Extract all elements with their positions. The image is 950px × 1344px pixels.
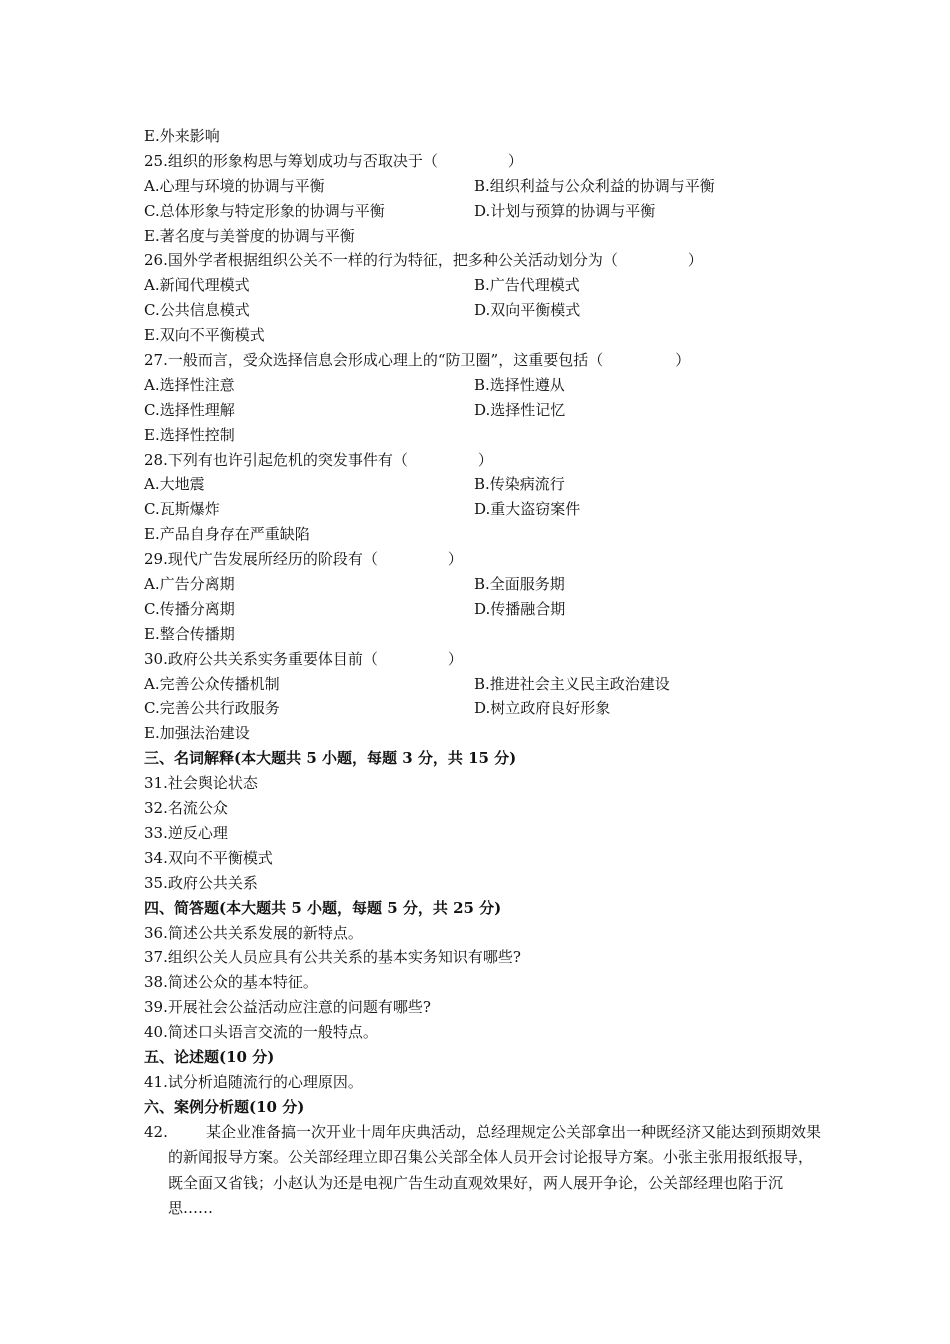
q26-close: ）: [687, 251, 703, 270]
q26-option-d: D.双向平衡模式: [474, 301, 581, 320]
q29-options-ab: [144, 572, 824, 597]
q28-option-a: A.大地震: [144, 475, 205, 494]
question-item: 35.政府公共关系: [144, 873, 258, 892]
q28-option-b: B.传染病流行: [474, 475, 565, 494]
q29-option-b: B.全面服务期: [474, 575, 565, 594]
q26-option-a: A.新闻代理模式: [144, 276, 250, 295]
q30-options-ab: [144, 672, 824, 697]
q25-option-c: C.总体形象与特定形象的协调与平衡: [144, 201, 385, 220]
case-question-body: [168, 1120, 824, 1222]
q27-option-b: B.选择性遵从: [474, 375, 565, 394]
q27-stem: [144, 348, 824, 373]
q25-option-a: A.心理与环境的协调与平衡: [144, 176, 325, 195]
q29-option-a: A.广告分离期: [144, 575, 235, 594]
q26-options-ab: [144, 273, 824, 298]
q27-option-a: A.选择性注意: [144, 375, 235, 394]
q25-options-ab: [144, 174, 824, 199]
section-heading-case-analysis: 六、案例分析题(10 分): [144, 1097, 305, 1116]
q24-option-e: E.外来影响: [144, 127, 220, 145]
q28-close: ）: [477, 450, 493, 469]
question-item: 32.名流公众: [144, 799, 228, 818]
question-item: 39.开展社会公益活动应注意的问题有哪些?: [144, 998, 431, 1017]
question-item: 38.简述公众的基本特征。: [144, 973, 318, 992]
q30-option-a: A.完善公众传播机制: [144, 674, 280, 693]
q28-option-e: E.产品自身存在严重缺陷: [144, 525, 310, 544]
question-item: 36.简述公共关系发展的新特点。: [144, 923, 363, 942]
question-item: 41.试分析追随流行的心理原因。: [144, 1072, 363, 1091]
q28-options-cd: [144, 497, 824, 522]
q25-stem-text: 25.组织的形象构思与筹划成功与否取决于（: [144, 151, 438, 170]
q26-option-e: E.双向不平衡模式: [144, 326, 265, 345]
case-question: [144, 1120, 824, 1222]
q30-stem-text: 30.政府公共关系实务重要体目前（: [144, 649, 378, 668]
q30-close: ）: [447, 649, 463, 668]
section-heading-terms: 三、名词解释(本大题共 5 小题，每题 3 分，共 15 分): [144, 749, 517, 768]
question-item: 33.逆反心理: [144, 823, 228, 842]
q28-options-ab: [144, 472, 824, 497]
q26-stem: [144, 248, 824, 273]
q30-options-cd: [144, 696, 824, 721]
q27-option-e: E.选择性控制: [144, 425, 235, 444]
q29-stem: [144, 547, 824, 572]
q26-options-cd: [144, 298, 824, 323]
q29-options-cd: [144, 597, 824, 622]
q26-option-c: C.公共信息模式: [144, 301, 250, 320]
q25-option-e: E.著名度与美誉度的协调与平衡: [144, 226, 355, 245]
q28-stem-text: 28.下列有也许引起危机的突发事件有（: [144, 450, 408, 469]
q30-option-d: D.树立政府良好形象: [474, 699, 611, 718]
q29-option-d: D.传播融合期: [474, 599, 566, 618]
q30-option-b: B.推进社会主义民主政治建设: [474, 674, 670, 693]
case-question-number: 42.: [144, 1122, 168, 1141]
q26-option-b: B.广告代理模式: [474, 276, 580, 295]
q29-close: ）: [447, 550, 463, 569]
q30-stem: [144, 647, 824, 672]
question-item: 34.双向不平衡模式: [144, 848, 273, 867]
q25-options-cd: [144, 199, 824, 224]
q27-option-d: D.选择性记忆: [474, 400, 566, 419]
q27-options-ab: [144, 373, 824, 398]
case-question-text: 某企业准备搞一次开业十周年庆典活动，总经理规定公关部拿出一种既经济又能达到预期效果的新闻报导方案。公关部经理立即召集公关部全体人员开会讨论报导方案。小张主张用报纸报导，既全面又省钱；小赵认为还是电视广告生动直观效果好，两人展开争论，公关部经理也陷于沉思……: [168, 1122, 822, 1218]
q29-stem-text: 29.现代广告发展所经历的阶段有（: [144, 550, 378, 569]
q25-stem: [144, 149, 824, 174]
q27-close: ）: [675, 351, 691, 370]
q28-option-c: C.瓦斯爆炸: [144, 500, 220, 519]
q30-option-e: E.加强法治建设: [144, 724, 250, 743]
q27-stem-text: 27.一般而言，受众选择信息会形成心理上的“防卫圈”，这重要包括（: [144, 351, 604, 370]
q25-option-b: B.组织利益与公众利益的协调与平衡: [474, 176, 715, 195]
q26-stem-text: 26.国外学者根据组织公关不一样的行为特征，把多种公关活动划分为（: [144, 251, 618, 270]
q25-option-d: D.计划与预算的协调与平衡: [474, 201, 656, 220]
q28-stem: [144, 448, 824, 473]
question-item: 40.简述口头语言交流的一般特点。: [144, 1023, 378, 1042]
q29-option-c: C.传播分离期: [144, 599, 235, 618]
section-heading-short-answer: 四、简答题(本大题共 5 小题，每题 5 分，共 25 分): [144, 898, 502, 917]
q30-option-c: C.完善公共行政服务: [144, 699, 280, 718]
question-item: 37.组织公关人员应具有公共关系的基本实务知识有哪些?: [144, 948, 521, 967]
q27-options-cd: [144, 398, 824, 423]
q29-option-e: E.整合传播期: [144, 624, 235, 643]
question-item: 31.社会舆论状态: [144, 774, 258, 793]
q27-option-c: C.选择性理解: [144, 400, 235, 419]
q25-close: ）: [507, 151, 523, 170]
exam-page: [144, 124, 824, 1222]
section-heading-essay: 五、论述题(10 分): [144, 1047, 275, 1066]
q28-option-d: D.重大盗窃案件: [474, 500, 581, 519]
